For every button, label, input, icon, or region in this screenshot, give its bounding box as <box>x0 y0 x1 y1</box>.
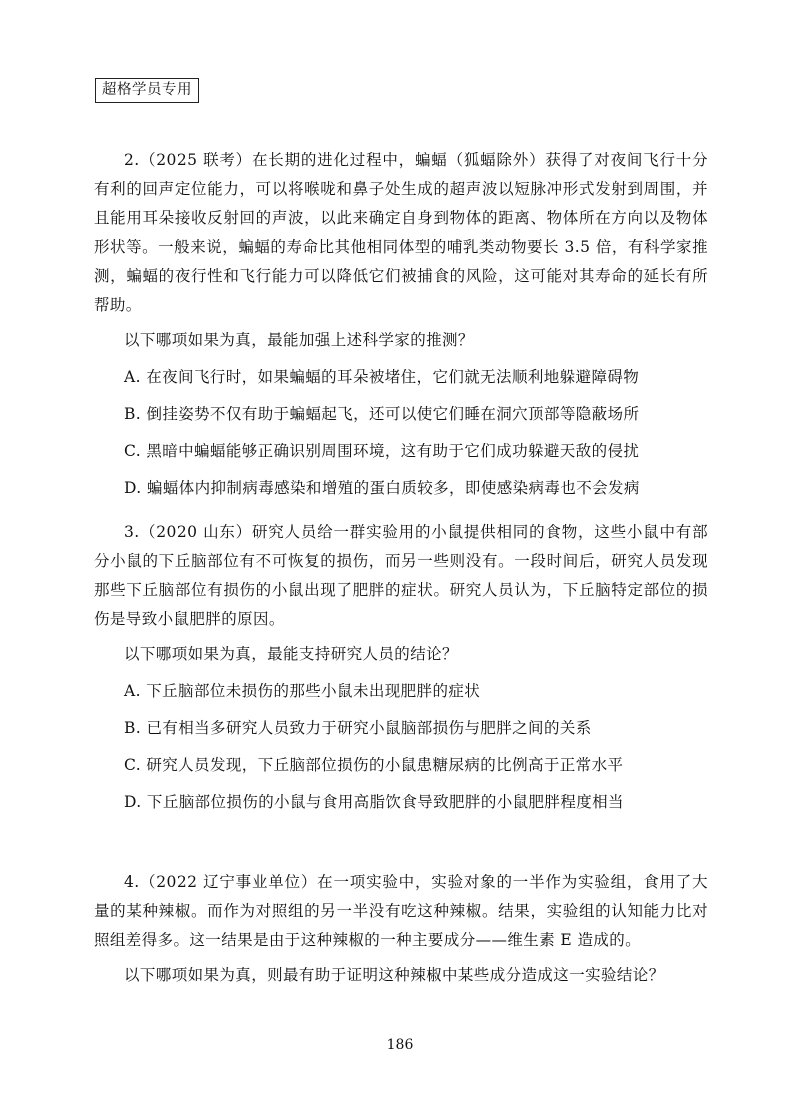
question-stem: 4.（2022 辽宁事业单位）在一项实验中，实验对象的一半作为实验组，食用了大量的某种辣椒。而作为对照组的另一半没有吃这种辣椒。结果，实验组的认知能力比对照组差得多。这一结果是由于这种辣椒的一种主要成分——维生素 E 造成的。 <box>94 873 708 949</box>
option-a: A. 下丘脑部位未损伤的那些小鼠未出现肥胖的症状 <box>124 682 481 700</box>
page-number: 186 <box>386 1037 414 1053</box>
question-prompt: 以下哪项如果为真，则最有助于证明这种辣椒中某些成分造成这一实验结论？ <box>124 966 665 984</box>
question-3 <box>94 518 708 812</box>
question-4 <box>94 868 708 985</box>
option-c: C. 黑暗中蝙蝠能够正确识别周围环境，这有助于它们成功躲避天敌的侵扰 <box>124 442 640 460</box>
option-b: B. 已有相当多研究人员致力于研究小鼠脑部损伤与肥胖之间的关系 <box>124 719 592 737</box>
question-stem: 3.（2020 山东）研究人员给一群实验用的小鼠提供相同的食物，这些小鼠中有部分小鼠的下丘脑部位有不可恢复的损伤，而另一些则没有。一段时间后，研究人员发现那些下丘脑部位有损伤的小鼠出现了肥胖的症状。研究人员认为，下丘脑特定部位的损伤是导致小鼠肥胖的原因。 <box>94 523 708 628</box>
option-b: B. 倒挂姿势不仅有助于蝙蝠起飞，还可以使它们睡在洞穴顶部等隐蔽场所 <box>124 405 640 423</box>
option-d: D. 下丘脑部位损伤的小鼠与食用高脂饮食导致肥胖的小鼠肥胖程度相当 <box>124 793 624 811</box>
student-only-tag: 超格学员专用 <box>95 78 199 103</box>
question-prompt: 以下哪项如果为真，最能支持研究人员的结论？ <box>124 645 458 663</box>
question-prompt: 以下哪项如果为真，最能加强上述科学家的推测？ <box>124 331 474 349</box>
option-d: D. 蝙蝠体内抑制病毒感染和增殖的蛋白质较多，即使感染病毒也不会发病 <box>124 479 640 497</box>
question-2 <box>94 146 708 498</box>
option-a: A. 在夜间飞行时，如果蝙蝠的耳朵被堵住，它们就无法顺利地躲避障碍物 <box>124 368 640 386</box>
question-stem: 2.（2025 联考）在长期的进化过程中，蝙蝠（狐蝠除外）获得了对夜间飞行十分有利的回声定位能力，可以将喉咙和鼻子处生成的超声波以短脉冲形式发射到周围，并且能用耳朵接收反射回的声波，以此来确定自身到物体的距离、物体所在方向以及物体形状等。一般来说，蝙蝠的寿命比其他相同体型的哺乳类动物要长 3.5 倍，有科学家推测，蝙蝠的夜行性和飞行能力可以降低它们被捕食的风险，这可能对其寿命的延长有所帮助。 <box>94 151 708 314</box>
option-c: C. 研究人员发现，下丘脑部位损伤的小鼠患糖尿病的比例高于正常水平 <box>124 756 624 774</box>
